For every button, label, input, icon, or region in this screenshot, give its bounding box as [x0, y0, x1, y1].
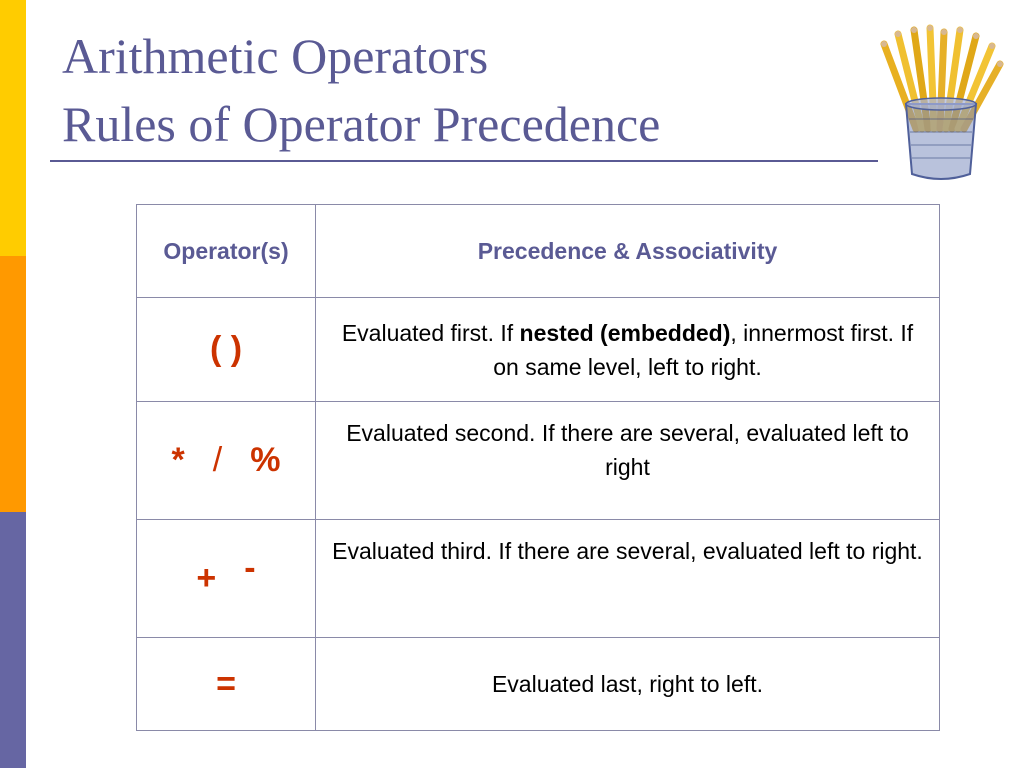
operator-modulus: %	[250, 441, 281, 479]
description-bold: nested (embedded)	[519, 319, 731, 346]
title-line-1: Arithmetic Operators	[62, 28, 489, 84]
precedence-table	[136, 204, 940, 731]
operator-cell	[137, 520, 316, 638]
table-header-row	[137, 205, 940, 298]
description-cell: Evaluated third. If there are several, evaluated left to right.	[316, 520, 940, 638]
title-underline	[50, 160, 878, 162]
description-text: Evaluated first. If	[341, 319, 520, 346]
description-text: , innermost first. If on same level, left to right.	[493, 319, 914, 380]
description-cell: Evaluated second. If there are several, evaluated left to right	[316, 402, 940, 520]
side-bar-orange	[0, 256, 26, 512]
pencil-cup-icon	[876, 24, 1006, 184]
operator-divide: /	[212, 441, 223, 479]
slide-title	[62, 22, 660, 158]
description-cell	[316, 298, 940, 402]
operator-multiply: *	[171, 441, 185, 479]
operator-cell	[137, 298, 316, 402]
header-precedence: Precedence & Associativity	[316, 205, 940, 298]
table-row	[137, 520, 940, 638]
side-bar-purple	[0, 512, 26, 768]
table-row	[137, 638, 940, 731]
operator-plus: +	[196, 559, 217, 597]
description-cell: Evaluated last, right to left.	[316, 638, 940, 731]
operator-assign: =	[216, 664, 236, 703]
table-row	[137, 402, 940, 520]
operator-parentheses: ( )	[209, 330, 243, 368]
operator-cell	[137, 402, 316, 520]
header-operators: Operator(s)	[137, 205, 316, 298]
operator-cell	[137, 638, 316, 731]
title-line-2: Rules of Operator Precedence	[62, 96, 661, 152]
operator-minus: -	[244, 549, 256, 587]
table-row	[137, 298, 940, 402]
side-bar-yellow	[0, 0, 26, 256]
